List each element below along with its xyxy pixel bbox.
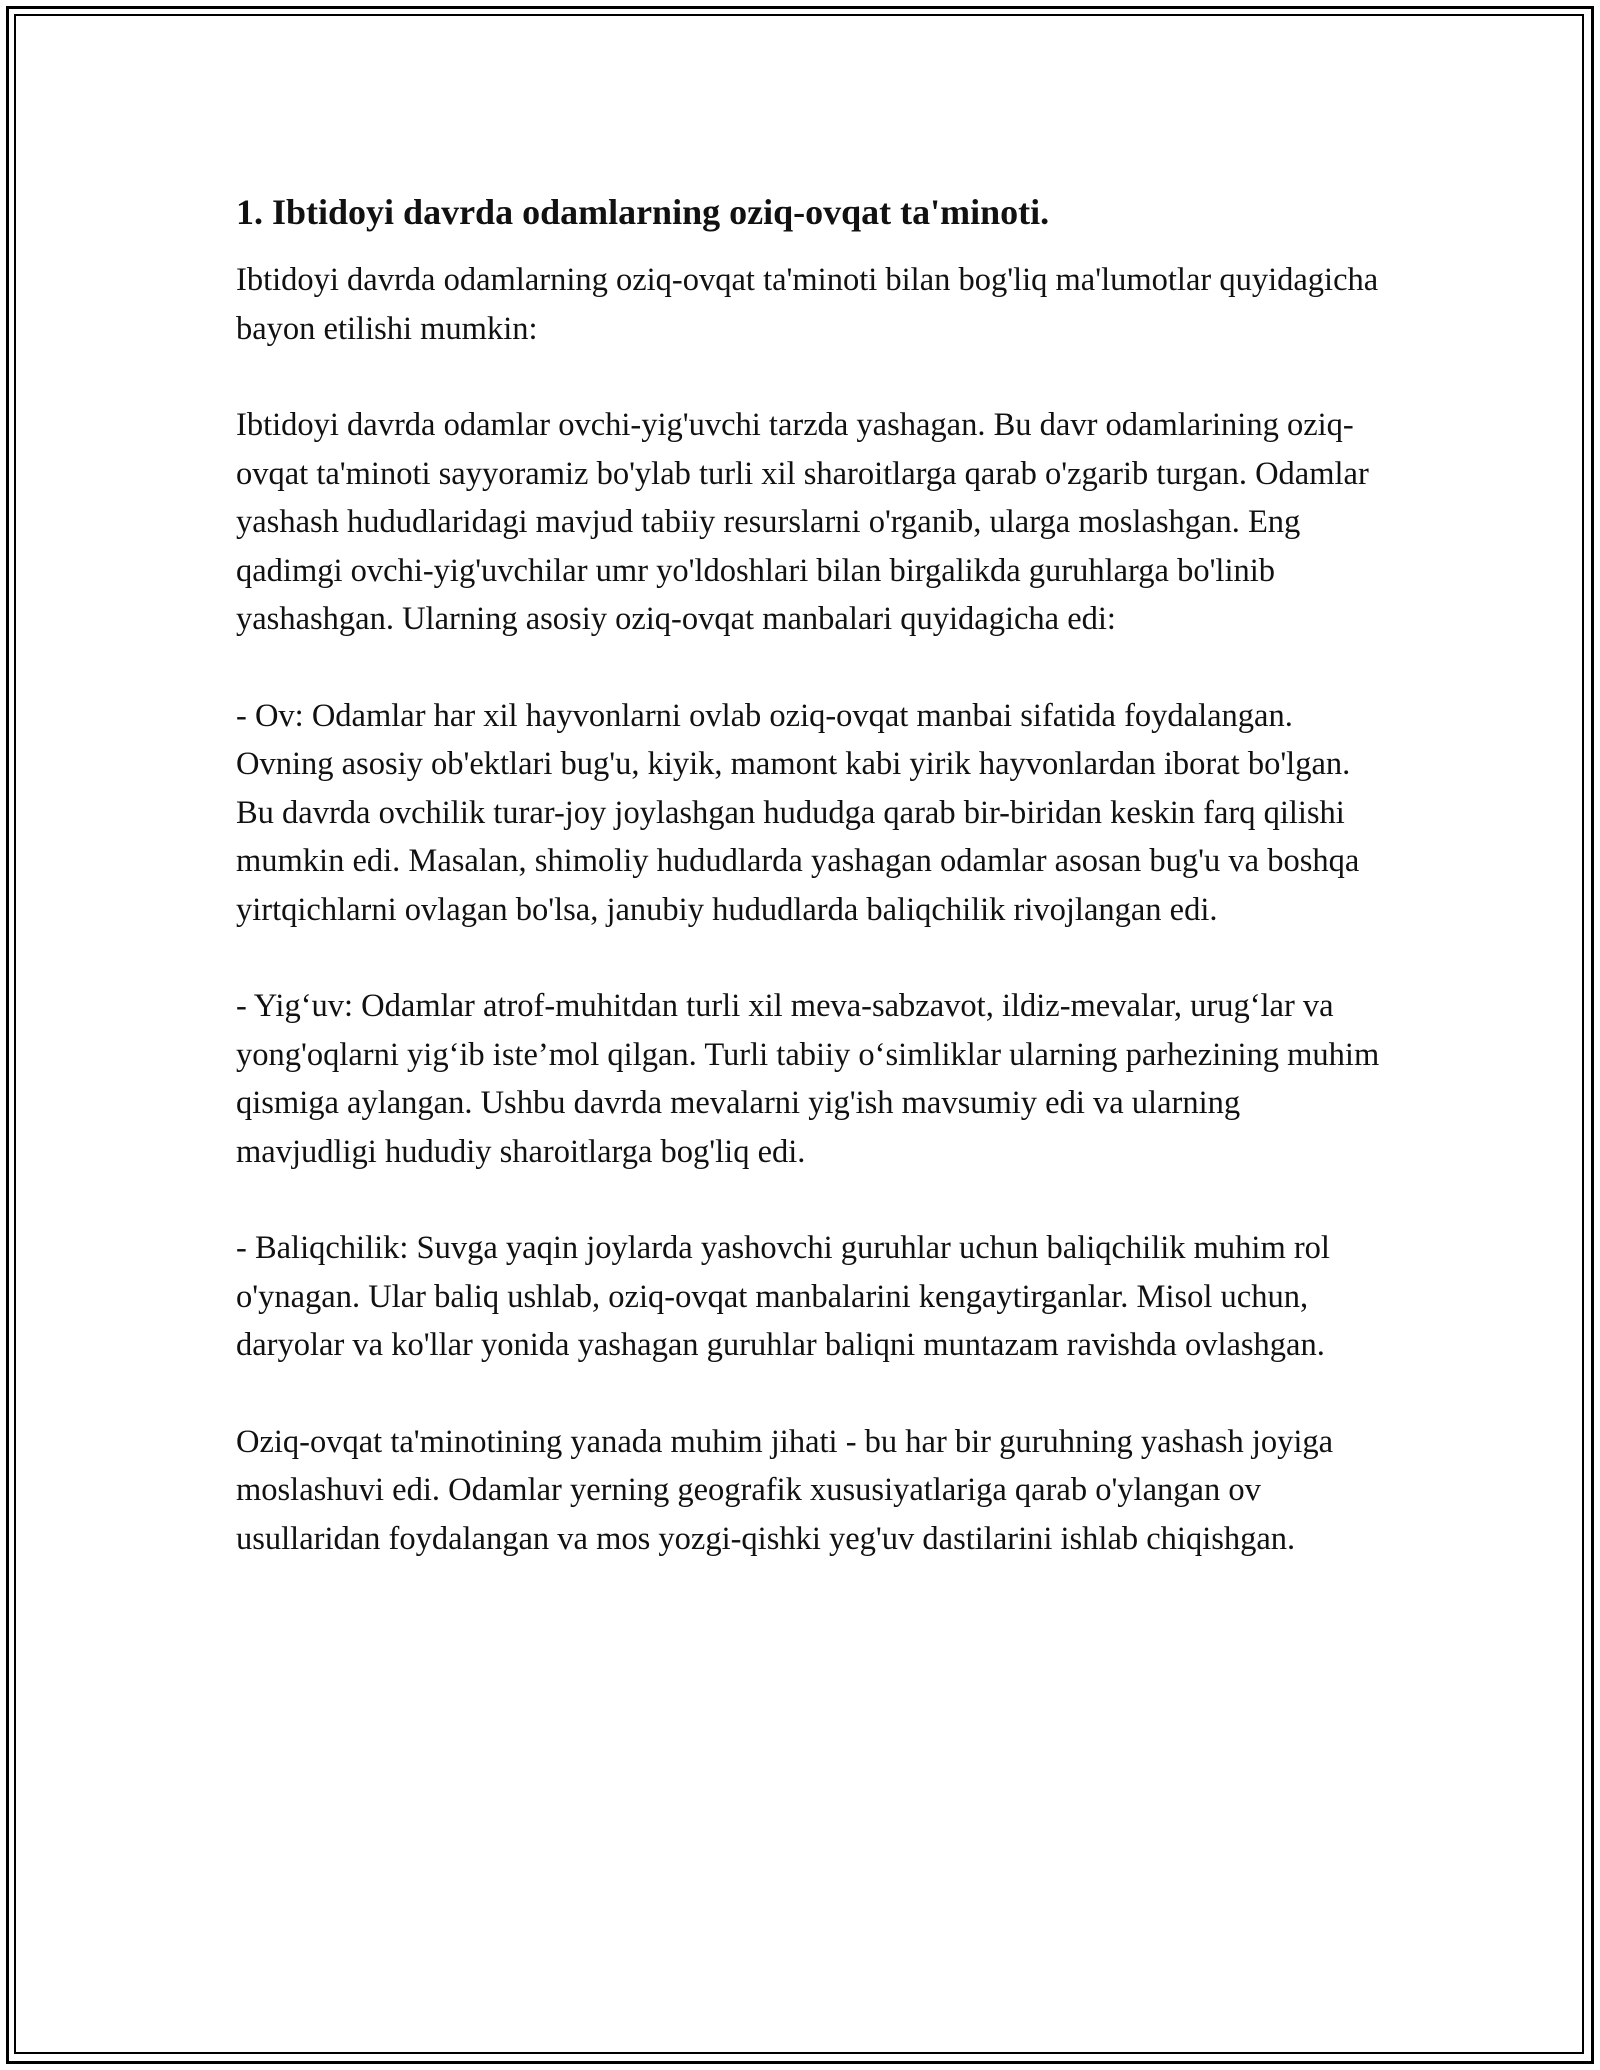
section-heading: 1. Ibtidoyi davrda odamlarning oziq-ovqat ta'minoti. xyxy=(236,192,1050,232)
overview-paragraph: Ibtidoyi davrda odamlar ovchi-yig'uvchi tarzda yashagan. Bu davr odamlarining oziq-ovqat ta'minoti sayyoramiz bo'ylab turli xil sharoitlarga qarab o'zgarib turgan. Odamlar yashash hududlaridagi mavjud tabiiy resurslarni o'rganib, ularga moslashgan. Eng qadimgi ovchi-yig'uvchilar umr yo'ldoshlari bilan birgalikda guruhlarga bo'linib yashashgan. Ularning asosiy oziq-ovqat manbalari quyidagicha edi: xyxy=(236,407,1369,637)
hunting-paragraph: - Ov: Odamlar har xil hayvonlarni ovlab oziq-ovqat manbai sifatida foydalangan. Ovning asosiy ob'ektlari bug'u, kiyik, mamont kabi yirik hayvonlardan iborat bo'lgan. Bu davrda ovchilik turar-joy joylashgan hududga qarab bir-biridan keskin farq qilishi mumkin edi. Masalan, shimoliy hududlarda yashagan odamlar asosan bug'u va boshqa yirtqichlarni ovlagan bo'lsa, janubiy hududlarda baliqchilik rivojlangan edi. xyxy=(236,697,1360,928)
intro-paragraph: Ibtidoyi davrda odamlarning oziq-ovqat ta'minoti bilan bog'liq ma'lumotlar quyidagicha bayon etilishi mumkin: xyxy=(236,262,1379,347)
gathering-paragraph: - Yig‘uv: Odamlar atrof-muhitdan turli xil meva-sabzavot, ildiz-mevalar, urug‘lar va yong'oqlarni yig‘ib iste’mol qilgan. Turli tabiiy o‘simliklar ularning parhezining muhim qismiga aylangan. Ushbu davrda mevalarni yig'ish mavsumiy edi va ularning mavjudligi hududiy sharoitlarga bog'liq edi. xyxy=(236,988,1380,1170)
document-body xyxy=(236,188,1384,1611)
conclusion-paragraph: Oziq-ovqat ta'minotining yanada muhim jihati - bu har bir guruhning yashash joyiga moslashuvi edi. Odamlar yerning geografik xususiyatlariga qarab o'ylangan ov usullaridan foydalangan va mos yozgi-qishki yeg'uv dastilarini ishlab chiqishgan. xyxy=(236,1423,1334,1557)
fishing-paragraph: - Baliqchilik: Suvga yaqin joylarda yashovchi guruhlar uchun baliqchilik muhim rol o'ynagan. Ular baliq ushlab, oziq-ovqat manbalarini kengaytirganlar. Misol uchun, daryolar va ko'llar yonida yashagan guruhlar baliqni muntazam ravishda ovlashgan. xyxy=(236,1230,1330,1363)
